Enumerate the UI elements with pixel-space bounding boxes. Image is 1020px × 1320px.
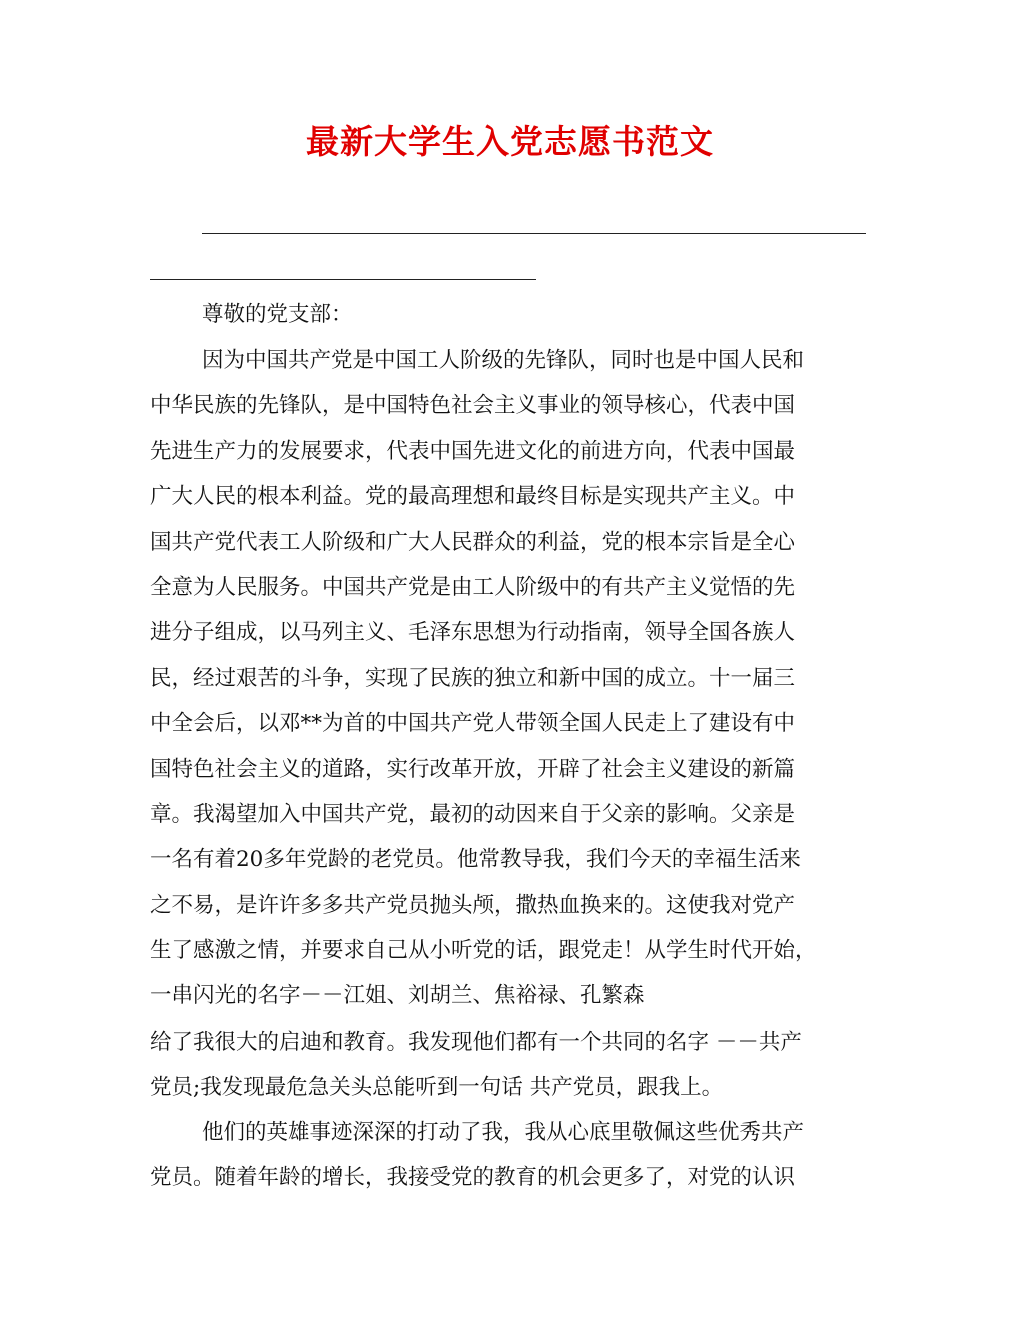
paragraph-line: 章。我渴望加入中国共产党，最初的动因来自于父亲的影响。父亲是 bbox=[150, 801, 796, 827]
paragraph-line: 给了我很大的启迪和教育。我发现他们都有一个共同的名字 －－共产 bbox=[150, 1030, 802, 1055]
paragraph-line: 民，经过艰苦的斗争，实现了民族的独立和新中国的成立。十一届三 bbox=[150, 665, 796, 691]
paragraph-line: 进分子组成，以马列主义、毛泽东思想为行动指南，领导全国各族人 bbox=[150, 620, 796, 646]
paragraph-1 bbox=[150, 338, 860, 1019]
paragraph-line: 之不易，是许许多多共产党员抛头颅，撒热血换来的。这使我对党产 bbox=[150, 892, 796, 918]
paragraph-line: 他们的英雄事迹深深的打动了我，我从心底里敬佩这些优秀共产 bbox=[202, 1120, 805, 1145]
salutation bbox=[150, 292, 860, 337]
paragraph-line: 国共产党代表工人阶级和广大人民群众的利益，党的根本宗旨是全心 bbox=[150, 529, 796, 555]
paragraph-line: 中全会后，以邓**为首的中国共产党人带领全国人民走上了建设有中 bbox=[150, 711, 796, 737]
paragraph-line: 先进生产力的发展要求，代表中国先进文化的前进方向，代表中国最 bbox=[150, 438, 796, 464]
document-title: 最新大学生入党志愿书范文 bbox=[306, 122, 714, 161]
paragraph-line: 广大人民的根本利益。党的最高理想和最终目标是实现共产主义。中 bbox=[150, 484, 796, 510]
paragraph-line: 因为中国共产党是中国工人阶级的先锋队，同时也是中国人民和 bbox=[202, 348, 805, 373]
paragraph-line: 生了感激之情，并要求自己从小听党的话，跟党走！从学生时代开始， bbox=[150, 938, 817, 964]
blank-underline-1 bbox=[202, 233, 866, 234]
paragraph-line: 国特色社会主义的道路，实行改革开放，开辟了社会主义建设的新篇 bbox=[150, 756, 796, 782]
blank-underline-2 bbox=[150, 279, 536, 280]
paragraph-2 bbox=[150, 1020, 860, 1111]
salutation-text: 尊敬的党支部： bbox=[202, 302, 353, 327]
paragraph-line: 党员;我发现最危急关头总能听到一句话 共产党员，跟我上。 bbox=[150, 1075, 724, 1101]
paragraph-line: 一名有着20多年党龄的老党员。他常教导我，我们今天的幸福生活来 bbox=[150, 847, 801, 873]
paragraph-line: 全意为人民服务。中国共产党是由工人阶级中的有共产主义觉悟的先 bbox=[150, 574, 796, 600]
paragraph-line: 中华民族的先锋队，是中国特色社会主义事业的领导核心，代表中国 bbox=[150, 393, 796, 419]
paragraph-line: 一串闪光的名字－－江姐、刘胡兰、焦裕禄、孔繁森 bbox=[150, 983, 645, 1009]
paragraph-line: 党员。随着年龄的增长，我接受党的教育的机会更多了，对党的认识 bbox=[150, 1165, 796, 1191]
paragraph-3 bbox=[150, 1110, 860, 1201]
